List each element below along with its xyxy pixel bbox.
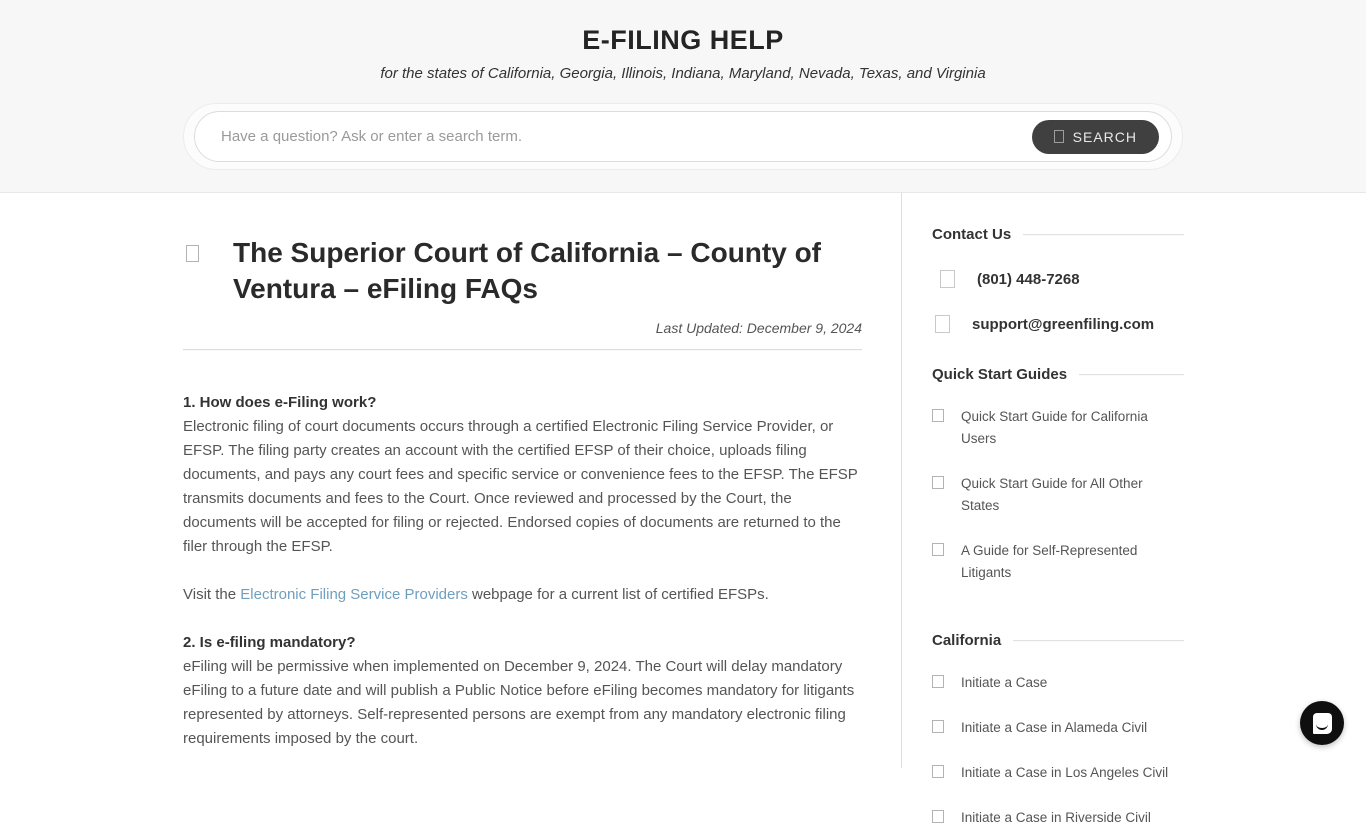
efsp-providers-link[interactable]: Electronic Filing Service Providers [240, 586, 468, 603]
quick-start-guides-heading-label: Quick Start Guides [932, 366, 1068, 383]
content-sidebar-divider [901, 193, 902, 768]
efsp-visit-suffix: webpage for a current list of certified EFSPs. [467, 586, 769, 603]
site-header [0, 0, 1366, 193]
efsp-visit-prefix: Visit the [183, 586, 241, 603]
chat-icon [1313, 713, 1332, 734]
guide-link-self-represented[interactable] [932, 540, 1184, 584]
california-link-alameda-civil[interactable] [932, 717, 1184, 739]
guide-link-label: Quick Start Guide for California Users [961, 409, 1148, 446]
faq-answer-2: eFiling will be permissive when implemented on December 9, 2024. The Court will delay mandatory eFiling to a future date and will publish a Public Notice before eFiling becomes mandatory for litigants represented by attorneys. Self-represented persons are exempt from any mandatory electronic filing requirements imposed by the court. [183, 658, 855, 747]
faq-answer-1: Electronic filing of court documents occurs through a certified Electronic Filing Service Provider, or EFSP. The filing party creates an account with the certified EFSP of their choice, uploads filing documents, and pays any court fees and specific service or convenience fees to the EFSP. The EFSP transmits documents and fees to the Court. Once reviewed and processed by the Court, the documents will be accepted for filing or rejected. Endorsed copies of documents are returned to the filer through the EFSP. [183, 418, 858, 555]
article-icon [186, 245, 199, 262]
california-link-riverside-civil[interactable] [932, 807, 1184, 829]
california-link-los-angeles-civil[interactable] [932, 762, 1184, 784]
search-bar-inner [194, 111, 1172, 162]
guide-link-label: Quick Start Guide for All Other States [961, 476, 1143, 513]
contact-us-heading [932, 226, 1184, 243]
guide-link-label: A Guide for Self-Represented Litigants [961, 543, 1138, 580]
sidebar [932, 193, 1184, 829]
document-icon [932, 810, 944, 823]
contact-email[interactable] [932, 315, 1184, 333]
search-bar [183, 103, 1183, 170]
faq-item-1 [183, 391, 862, 559]
document-icon [932, 409, 944, 422]
california-section [932, 632, 1184, 829]
document-icon [932, 476, 944, 489]
guide-link-california-users[interactable] [932, 406, 1184, 450]
heading-rule [1013, 640, 1184, 641]
search-button[interactable] [1032, 120, 1159, 154]
faq-question-2: 2. Is e-filing mandatory? [183, 634, 356, 651]
heading-rule [1023, 234, 1184, 235]
california-heading [932, 632, 1184, 649]
quick-start-guides-heading [932, 366, 1184, 383]
california-link-label: Initiate a Case [961, 675, 1048, 690]
california-link-label: Initiate a Case in Riverside Civil [961, 810, 1151, 825]
efsp-visit-line [183, 583, 862, 607]
contact-us-section [932, 226, 1184, 333]
document-icon [932, 675, 944, 688]
quick-start-guides-section [932, 366, 1184, 584]
search-icon [1054, 130, 1064, 143]
article-title-row [183, 235, 862, 307]
phone-icon [940, 270, 955, 288]
search-input[interactable] [195, 128, 1032, 145]
document-icon [932, 765, 944, 778]
email-icon [935, 315, 950, 333]
chat-launcher-button[interactable] [1300, 701, 1344, 745]
california-link-label: Initiate a Case in Alameda Civil [961, 720, 1148, 735]
contact-phone[interactable] [932, 270, 1184, 288]
california-link-initiate-case[interactable] [932, 672, 1184, 694]
document-icon [932, 543, 944, 556]
faq-question-1: 1. How does e-Filing work? [183, 394, 377, 411]
article-divider [183, 349, 862, 350]
faq-item-2 [183, 631, 862, 751]
contact-us-heading-label: Contact Us [932, 226, 1012, 243]
document-icon [932, 720, 944, 733]
site-title: E-FILING HELP [582, 25, 784, 55]
content-area [0, 193, 1366, 825]
last-updated: Last Updated: December 9, 2024 [655, 320, 862, 336]
article-title: The Superior Court of California – County of Ventura – eFiling FAQs [233, 237, 821, 304]
site-subtitle: for the states of California, Georgia, Illinois, Indiana, Maryland, Nevada, Texas, and Virginia [380, 65, 986, 82]
california-heading-label: California [932, 632, 1002, 649]
article [183, 193, 862, 751]
guide-link-all-other-states[interactable] [932, 473, 1184, 517]
heading-rule [1079, 374, 1184, 375]
email-address: support@greenfiling.com [972, 315, 1155, 333]
california-link-label: Initiate a Case in Los Angeles Civil [961, 765, 1169, 780]
phone-number: (801) 448-7268 [977, 270, 1080, 288]
search-button-label: SEARCH [1072, 128, 1137, 145]
